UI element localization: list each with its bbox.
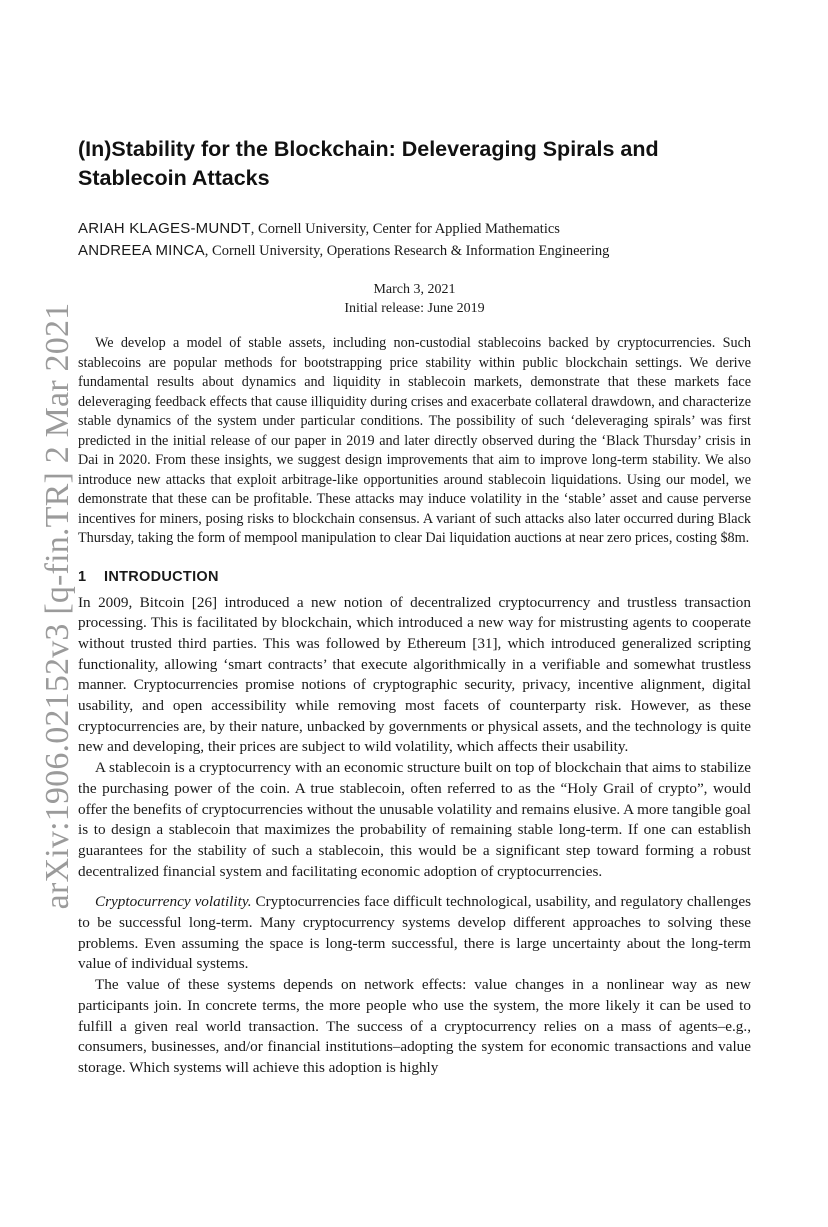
author-name: ANDREEA MINCA [78,242,205,259]
section-heading [78,567,751,587]
publication-date: March 3, 2021 [373,282,456,297]
author-affiliation: , Cornell University, Center for Applied Mathematics [250,221,560,237]
date-block [78,280,751,318]
initial-release-date: Initial release: June 2019 [344,301,485,316]
body-paragraph [78,892,751,975]
paper-page [78,135,751,1079]
author-line-2 [78,240,751,262]
body-paragraph: In 2009, Bitcoin [26] introduced a new notion of decentralized cryptocurrency and trustless transaction processing. This is facilitated by blockchain, which introduced a new way for mistrusting agents to cooperate without trusted third parties. This was followed by Ethereum [31], which introduced generalized scripting functionality, allowing ‘smart contracts’ that execute algorithmically in a verifiable and somewhat trustless manner. Cryptocurrencies promise notions of cryptographic security, privacy, incentive alignment, digital usability, and open accessibility while removing most facets of counterparty risk. However, as these cryptocurrencies are, by their nature, unbacked by governments or physical assets, and the technology is quite new and developing, their prices are subject to wild volatility, which affects their usability. [78,593,751,756]
paragraph-runin-heading: Cryptocurrency volatility. [95,893,252,911]
author-line-1 [78,218,751,240]
author-affiliation: , Cornell University, Operations Research & Information Engineering [204,243,610,259]
paper-title: (In)Stability for the Blockchain: Deleveraging Spirals and Stablecoin Attacks [78,137,659,190]
body-paragraph: The value of these systems depends on network effects: value changes in a nonlinear way as new participants join. In concrete terms, the more people who use the system, the more likely it can be used to fulfill a given real world transaction. The success of a cryptocurrency relies on a mass of agents–e.g., consumers, businesses, and/or financial institutions–adopting the system for economic transactions and value storage. Which systems will achieve this adoption is highly [78,976,751,1076]
body-paragraph: A stablecoin is a cryptocurrency with an economic structure built on top of blockchain that aims to stabilize the purchasing power of the coin. A true stablecoin, often referred to as the “Holy Grail of crypto”, would offer the benefits of cryptocurrencies without the unusable volatility and remains elusive. A more tangible goal is to design a stablecoin that maximizes the probability of remaining stable long-term. If one can establish guarantees for the stability of such a stablecoin, this would be a significant step toward forming a robust decentralized financial system and facilitating economic adoption of cryptocurrencies. [78,759,751,880]
section-title: INTRODUCTION [104,568,219,585]
section-body [78,593,751,1079]
abstract: We develop a model of stable assets, including non-custodial stablecoins backed by cryptocurrencies. Such stablecoins are popular methods for bootstrapping price stability within public blockchain settings. We derive fundamental results about dynamics and liquidity in stablecoin markets, demonstrate that these markets face deleveraging feedback effects that cause illiquidity during crises and exacerbate collateral drawdown, and characterize stable dynamics of the system under particular conditions. The possibility of such ‘deleveraging spirals’ was first predicted in the initial release of our paper in 2019 and later directly observed during the ‘Black Thursday’ crisis in Dai in 2020. From these insights, we suggest design improvements that aim to improve long-term stability. We also introduce new attacks that exploit arbitrage-like opportunities around stablecoin liquidations. Using our model, we demonstrate that these can be profitable. These attacks may induce volatility in the ‘stable’ asset and cause perverse incentives for miners, posing risks to blockchain consensus. A variant of such attacks also later occurred during Black Thursday, taking the form of mempool manipulation to clear Dai liquidation auctions at near zero prices, costing $8m. [78,335,751,546]
author-name: ARIAH KLAGES-MUNDT [78,220,251,237]
paragraph-text: Cryptocurrencies face difficult technological, usability, and regulatory challenges to be successful long-term. Many cryptocurrency systems develop different approaches to solving these problems. Even assuming the space is long-term successful, there is large uncertainty about the long-term value of individual systems. [78,893,751,973]
section-number: 1 [78,568,87,585]
arxiv-identifier-text: arXiv:1906.02152v3 [q-fin.TR] 2 Mar 2021 [39,302,76,910]
